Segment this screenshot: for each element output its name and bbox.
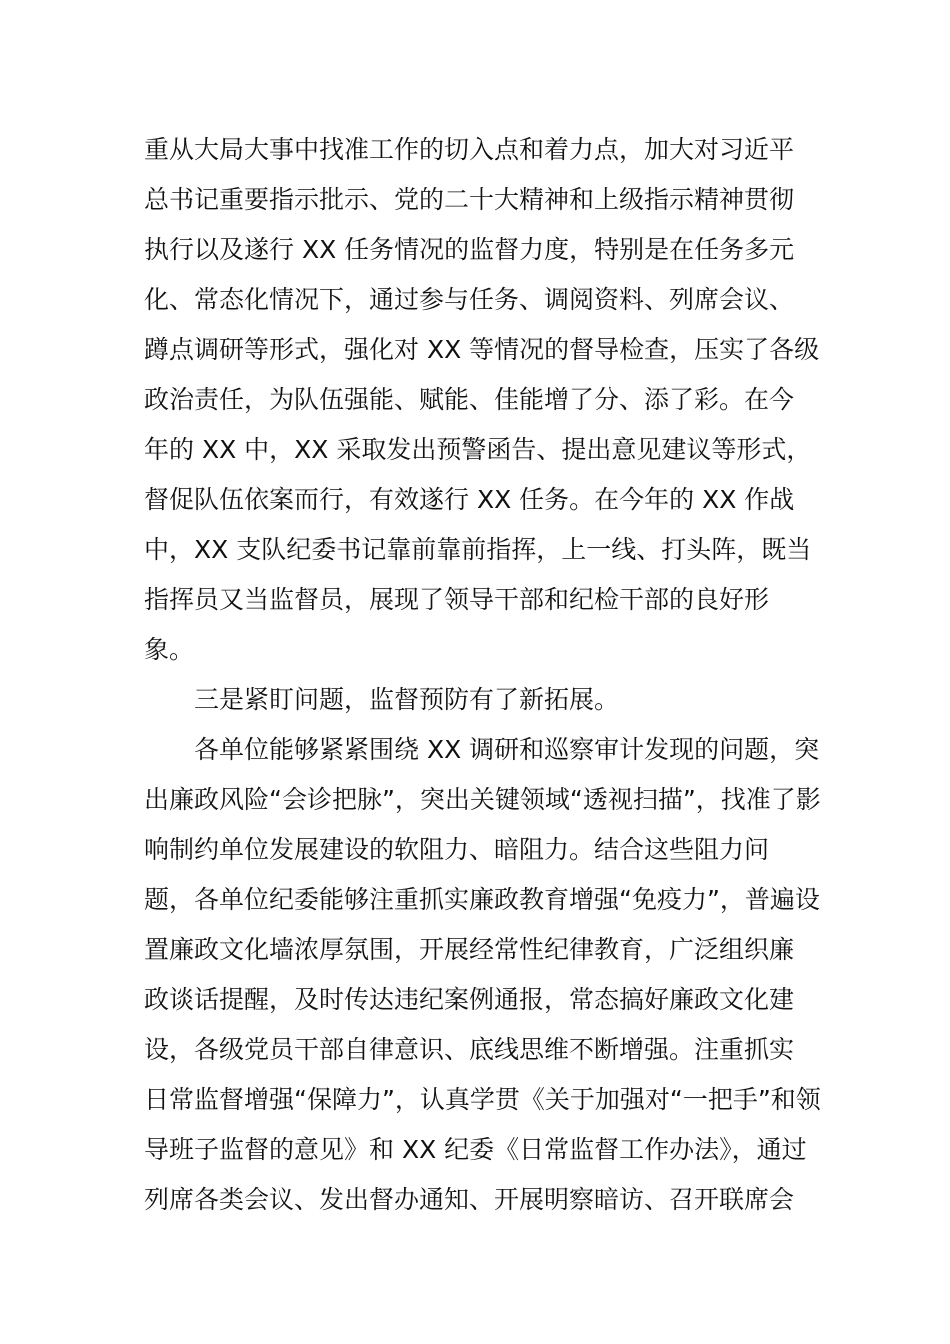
text-line: 象。 — [144, 635, 195, 664]
text-line: 化、常态化情况下，通过参与任务、调阅资料、列席会议、 — [144, 285, 795, 314]
text-line: 响制约单位发展建设的软阻力、暗阻力。结合这些阻力问 — [144, 835, 770, 864]
text-line: 各单位能够紧紧围绕 XX 调研和巡察审计发现的问题，突 — [194, 735, 820, 764]
text-line: 设，各级党员干部自律意识、底线思维不断增强。注重抓实 — [144, 1035, 795, 1064]
text-line: 中，XX 支队纪委书记靠前靠前指挥，上一线、打头阵，既当 — [144, 535, 812, 564]
text-line: 题，各单位纪委能够注重抓实廉政教育增强“免疫力”，普遍设 — [144, 885, 820, 914]
text-line: 执行以及遂行 XX 任务情况的监督力度，特别是在任务多元 — [144, 235, 795, 264]
text-line: 年的 XX 中，XX 采取发出预警函告、提出意见建议等形式， — [144, 435, 812, 464]
text-line: 指挥员又当监督员，展现了领导干部和纪检干部的良好形 — [144, 585, 770, 614]
text-line: 重从大局大事中找准工作的切入点和着力点，加大对习近平 — [144, 135, 795, 164]
text-line: 政治责任，为队伍强能、赋能、佳能增了分、添了彩。在今 — [144, 385, 795, 414]
section-heading: 三是紧盯问题，监督预防有了新拓展。 — [194, 685, 620, 714]
text-line: 出廉政风险“会诊把脉”，突出关键领域“透视扫描”，找准了影 — [144, 785, 821, 814]
text-line: 督促队伍依案而行，有效遂行 XX 任务。在今年的 XX 作战 — [144, 485, 795, 514]
text-line: 政谈话提醒，及时传达违纪案例通报，常态搞好廉政文化建 — [144, 985, 795, 1014]
text-line: 日常监督增强“保障力”，认真学贯《关于加强对“一把手”和领 — [144, 1085, 821, 1114]
text-line: 总书记重要指示批示、党的二十大精神和上级指示精神贯彻 — [144, 185, 795, 214]
text-line: 蹲点调研等形式，强化对 XX 等情况的督导检查，压实了各级 — [144, 335, 820, 364]
text-line: 导班子监督的意见》和 XX 纪委《日常监督工作办法》，通过 — [144, 1135, 807, 1164]
text-line: 置廉政文化墙浓厚氛围，开展经常性纪律教育，广泛组织廉 — [144, 935, 795, 964]
text-line: 列席各类会议、发出督办通知、开展明察暗访、召开联席会 — [144, 1185, 795, 1214]
